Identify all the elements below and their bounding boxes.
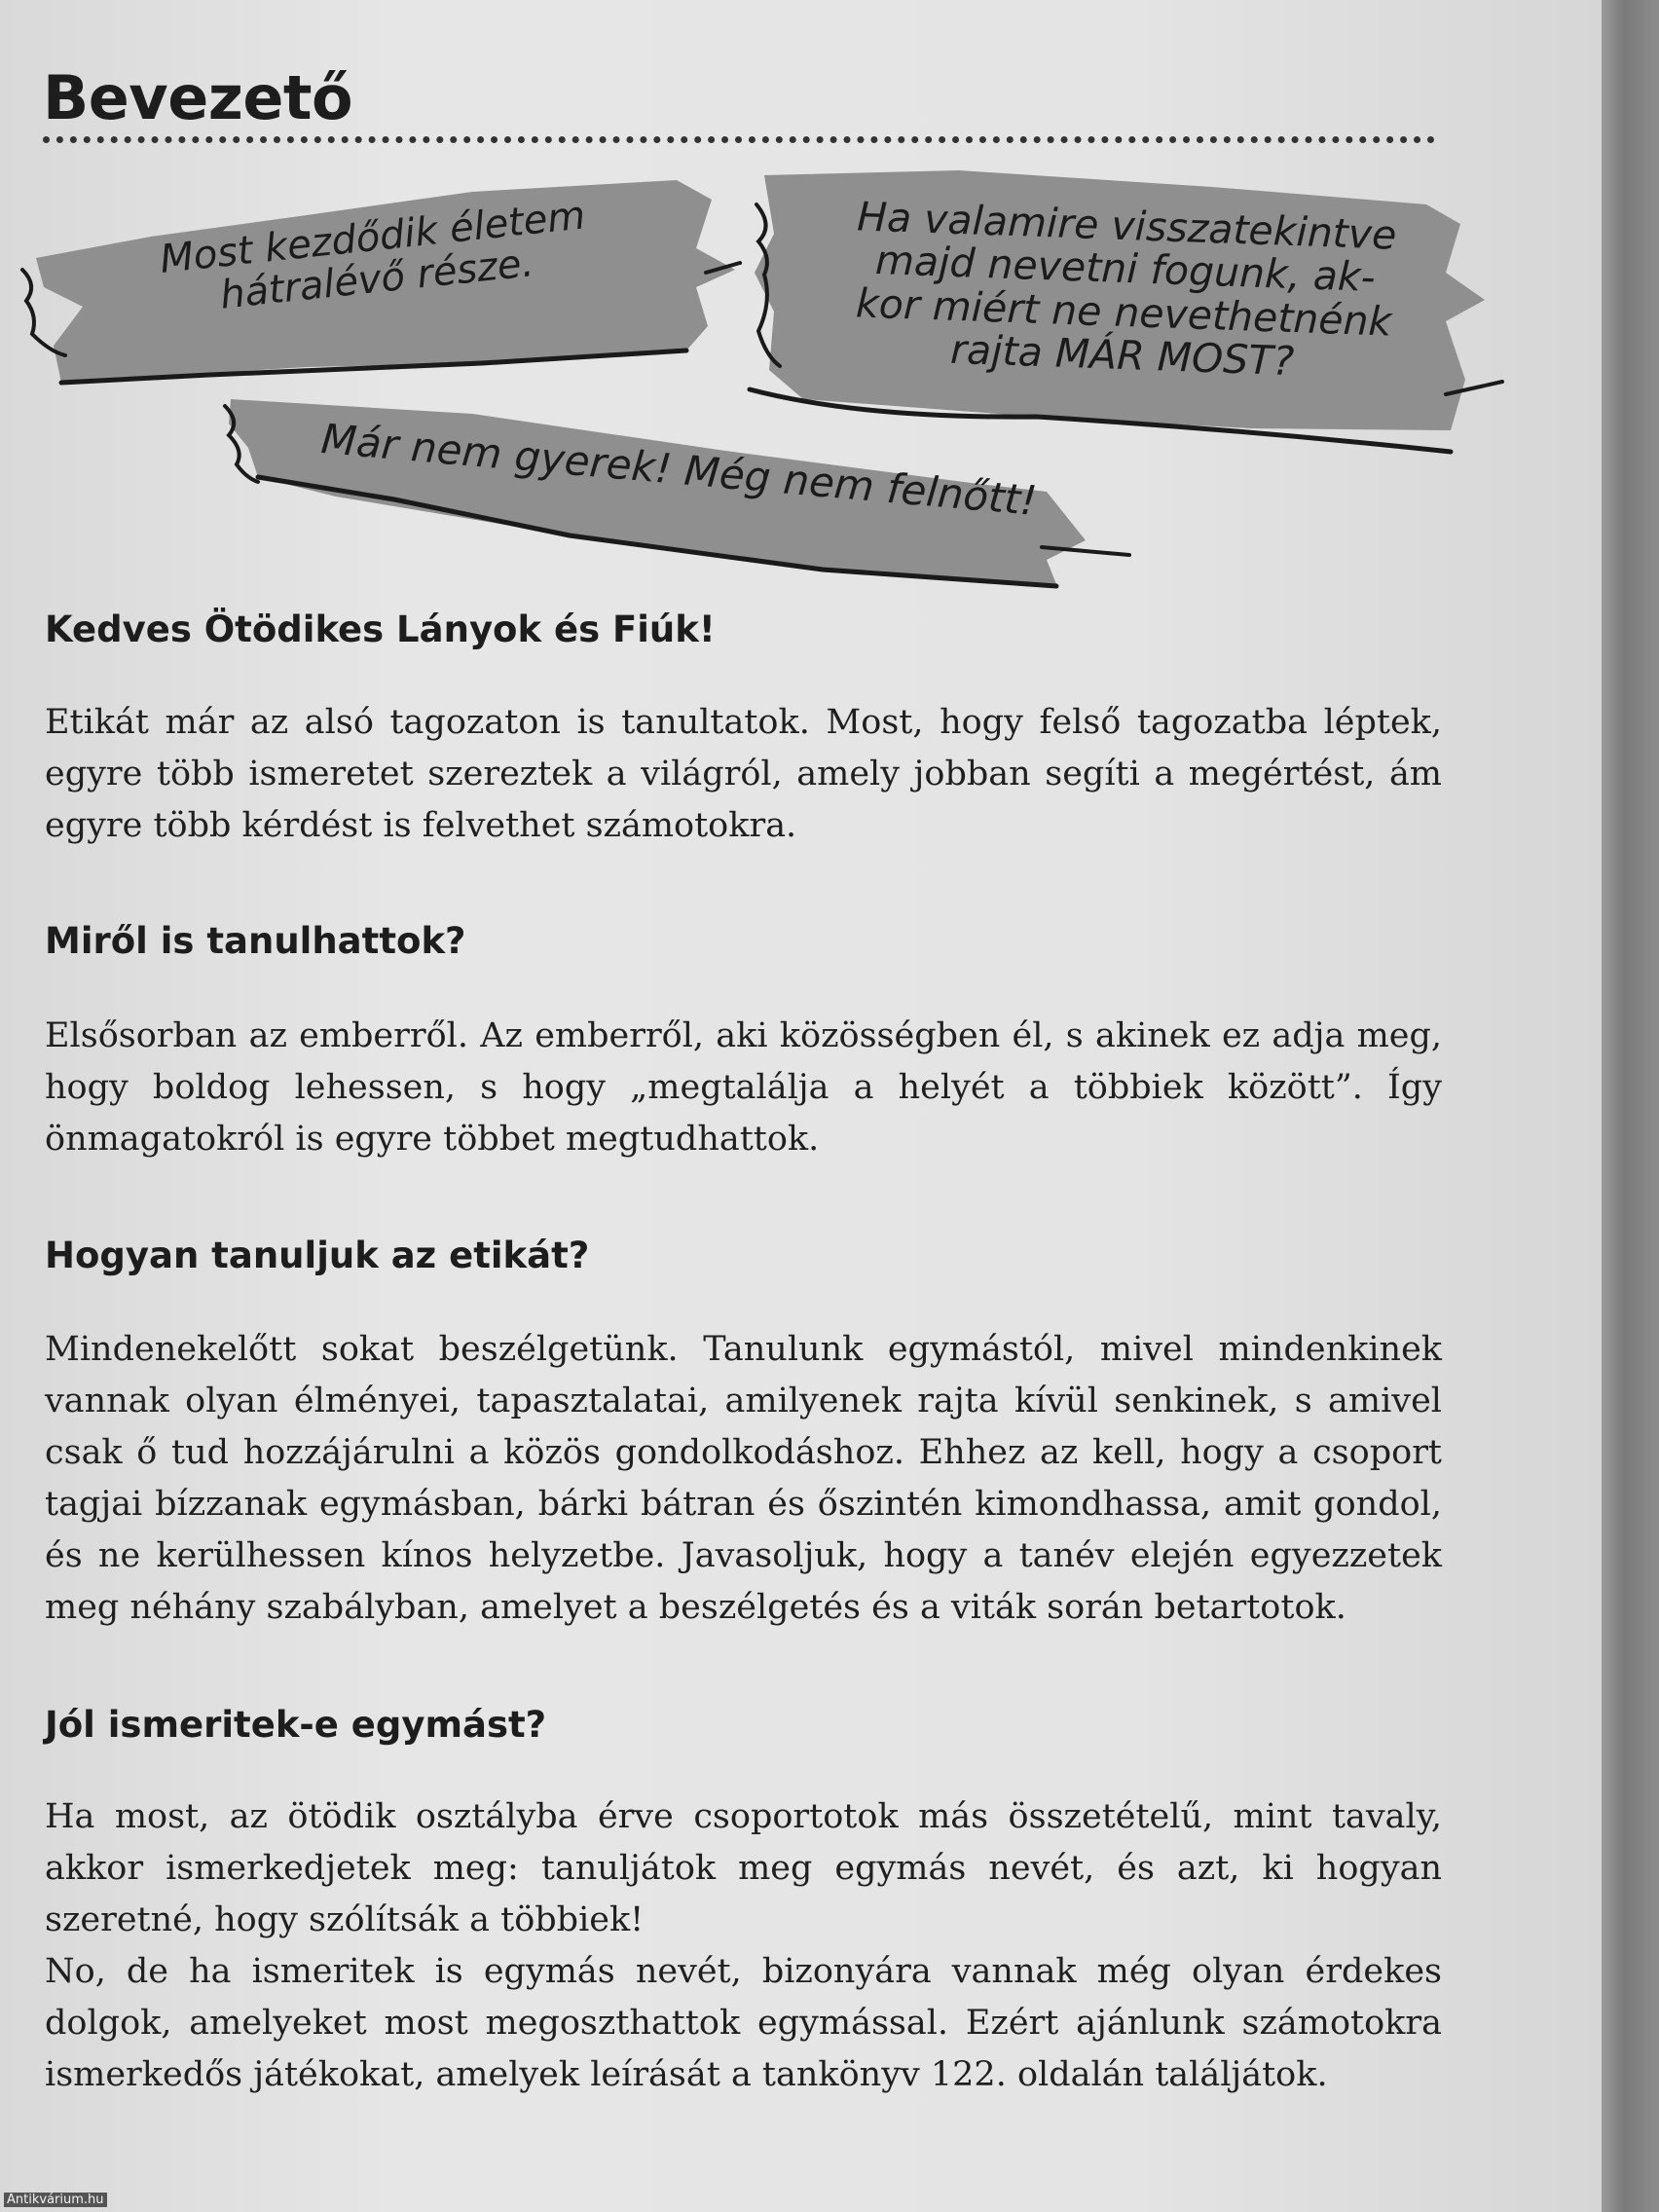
- dotted-title-rule: [43, 136, 1435, 143]
- section-text-jól: Ha most, az ötödik osztályba érve csoportotok más összetételű, mint tavaly, akkor ismerkedjetek meg: tanuljátok meg egymás nevét, és azt, ki hogyan szeretné, hogy szólítsák a többiek! No, de ha ismeritek is egymás nevét, bizonyára vannak még olyan érdekes dolgok, amelyeket most megoszthattok egymással. Ezért ajánlunk számotokra ismerkedős játékokat, amelyek leírását a tankönyv 122. oldalán találjátok.: [45, 1797, 1442, 2094]
- watermark: Antikvárium.hu: [4, 2193, 107, 2207]
- quote-banner-3-text: Már nem gyerek! Még nem felnőtt!: [319, 414, 1039, 526]
- quote-banner-2-text: Ha valamire visszatekintve majd nevetni fogunk, ak- kor miért ne nevethetnénk rajta MÁR MOST?: [855, 193, 1398, 385]
- quote-banner-1: [15, 180, 735, 389]
- page-binding-edge: [1602, 0, 1659, 2212]
- section-text-miről: Elsősorban az emberről. Az emberről, aki közösségben él, s akinek ez adja meg, hogy boldog lehessen, s hogy „megtalálja a helyét a többiek között”. Így önmagatokról is egyre többet megtudhattok.: [45, 1016, 1442, 1159]
- section-text-hogyan: Mindenekelőtt sokat beszélgetünk. Tanulunk egymástól, mivel mindenkinek vannak olyan élményei, tapasztalatai, amilyenek rajta kívül senkinek, s amivel csak ő tud hozzájárulni a közös gondolkodáshoz. Ehhez az kell, hogy a csoport tagjai bízzanak egymásban, bárki bátran és őszintén kimondhassa, amit gondol, és ne kerülhessen kínos helyzetbe. Javasoljuk, hogy a tanév elején egyezzetek meg néhány szabályban, amelyet a beszélgetés és a viták során betartotok.: [45, 1330, 1442, 1627]
- intro-paragraph: Etikát már az alsó tagozaton is tanultatok. Most, hogy felső tagozatba léptek, egyre több ismeretet szereztek a világról, amely jobban segíti a megértést, ám egyre több kérdést is felvethet számotokra.: [45, 703, 1442, 845]
- quote-banner-1-text: Most kezdődik életem hátralévő része.: [158, 193, 588, 318]
- section-heading-hogyan: Hogyan tanuljuk az etikát?: [45, 1235, 590, 1276]
- page-title: Bevezető: [43, 62, 353, 133]
- greeting-heading: Kedves Ötödikes Lányok és Fiúk!: [45, 608, 716, 650]
- section-heading-miről: Miről is tanulhattok?: [45, 920, 466, 962]
- quote-banner-3: [219, 394, 1139, 589]
- section-heading-jól: Jól ismeritek-e egymást?: [45, 1704, 547, 1746]
